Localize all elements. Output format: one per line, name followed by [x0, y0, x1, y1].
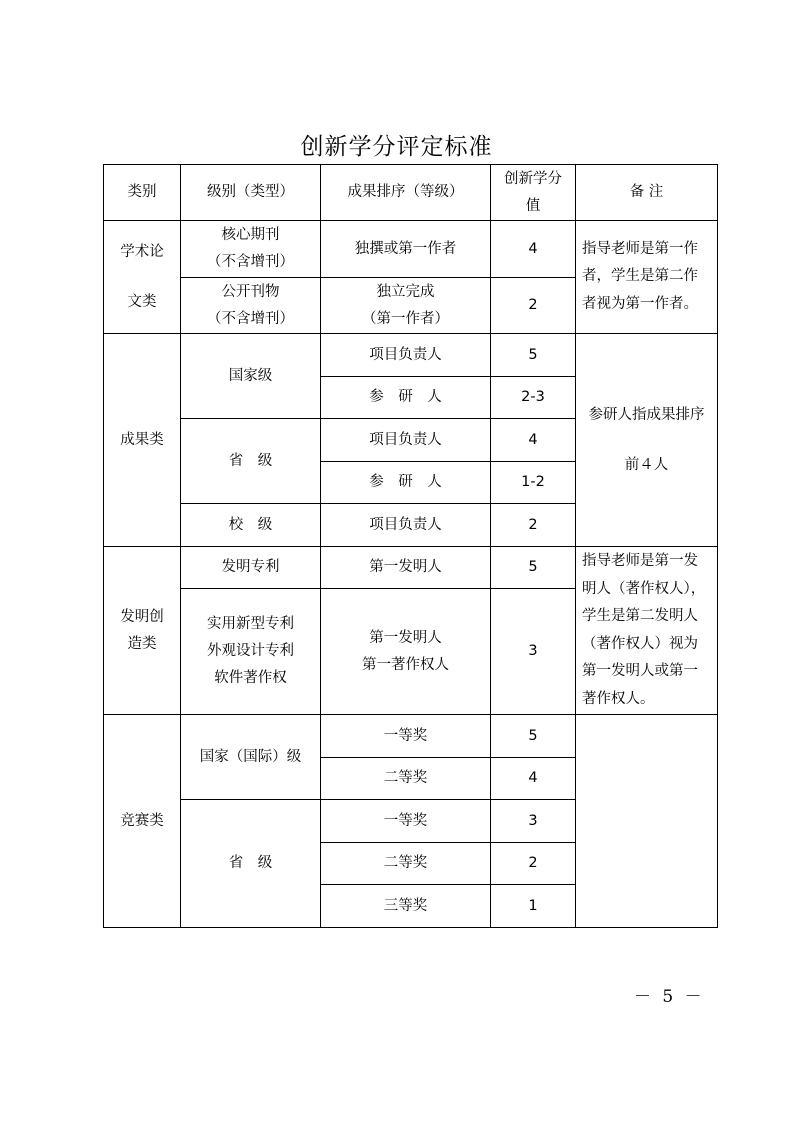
rank-cell: 第一发明人 第一著作权人: [321, 589, 491, 715]
table-row: [104, 715, 718, 758]
page-title: 创新学分评定标准: [300, 134, 493, 160]
table-row: [104, 334, 718, 377]
credit-cell: 2-3: [491, 377, 576, 419]
credit-cell: 2: [491, 843, 576, 885]
table-row: [104, 221, 718, 278]
rank-cell: 第一发明人: [321, 547, 491, 589]
credit-cell: 2: [491, 504, 576, 547]
credit-cell: 3: [491, 589, 576, 715]
credit-cell: 2: [491, 278, 576, 334]
credit-standard-table: [103, 164, 718, 928]
level-cell: 国家级: [181, 334, 321, 419]
level-cell: 公开刊物 （不含增刊）: [181, 278, 321, 334]
credit-cell: 1: [491, 885, 576, 928]
category-achievement: 成果类: [104, 334, 181, 547]
header-credit: 创新学分 值: [491, 165, 576, 221]
credit-cell: 4: [491, 221, 576, 278]
level-cell: 发明专利: [181, 547, 321, 589]
rank-cell: 参 研 人: [321, 377, 491, 419]
note-invention: 指导老师是第一发明人（著作权人），学生是第二发明人（著作权人）视为第一发明人或第一著作权人。: [576, 547, 718, 715]
category-academic: 学术论 文类: [104, 221, 181, 334]
credit-cell: 5: [491, 334, 576, 377]
rank-cell: 一等奖: [321, 715, 491, 758]
credit-cell: 4: [491, 758, 576, 800]
level-cell: 核心期刊 （不含增刊）: [181, 221, 321, 278]
category-invention: 发明创 造类: [104, 547, 181, 715]
category-competition: 竞赛类: [104, 715, 181, 928]
header-rank: 成果排序（等级）: [321, 165, 491, 221]
rank-cell: 二等奖: [321, 758, 491, 800]
credit-cell: 3: [491, 800, 576, 843]
level-cell: 实用新型专利 外观设计专利 软件著作权: [181, 589, 321, 715]
note-achievement: 参研人指成果排序 前４人: [576, 334, 718, 547]
rank-cell: 项目负责人: [321, 419, 491, 462]
rank-cell: 二等奖: [321, 843, 491, 885]
table-header-row: [104, 165, 718, 221]
rank-cell: 独撰或第一作者: [321, 221, 491, 278]
level-cell: 国家（国际）级: [181, 715, 321, 800]
credit-cell: 1-2: [491, 462, 576, 504]
rank-cell: 一等奖: [321, 800, 491, 843]
note-competition: [576, 715, 718, 928]
level-cell: 省 级: [181, 419, 321, 504]
header-level: 级别（类型）: [181, 165, 321, 221]
rank-cell: 独立完成 （第一作者）: [321, 278, 491, 334]
note-academic: 指导老师是第一作者，学生是第二作者视为第一作者。: [576, 221, 718, 334]
credit-cell: 4: [491, 419, 576, 462]
page-number: － 5 －: [634, 987, 705, 1007]
credit-cell: 5: [491, 547, 576, 589]
header-category: 类别: [104, 165, 181, 221]
rank-cell: 参 研 人: [321, 462, 491, 504]
table-row: [104, 547, 718, 589]
rank-cell: 项目负责人: [321, 334, 491, 377]
rank-cell: 三等奖: [321, 885, 491, 928]
header-note: 备 注: [576, 165, 718, 221]
credit-cell: 5: [491, 715, 576, 758]
level-cell: 省 级: [181, 800, 321, 928]
level-cell: 校 级: [181, 504, 321, 547]
rank-cell: 项目负责人: [321, 504, 491, 547]
